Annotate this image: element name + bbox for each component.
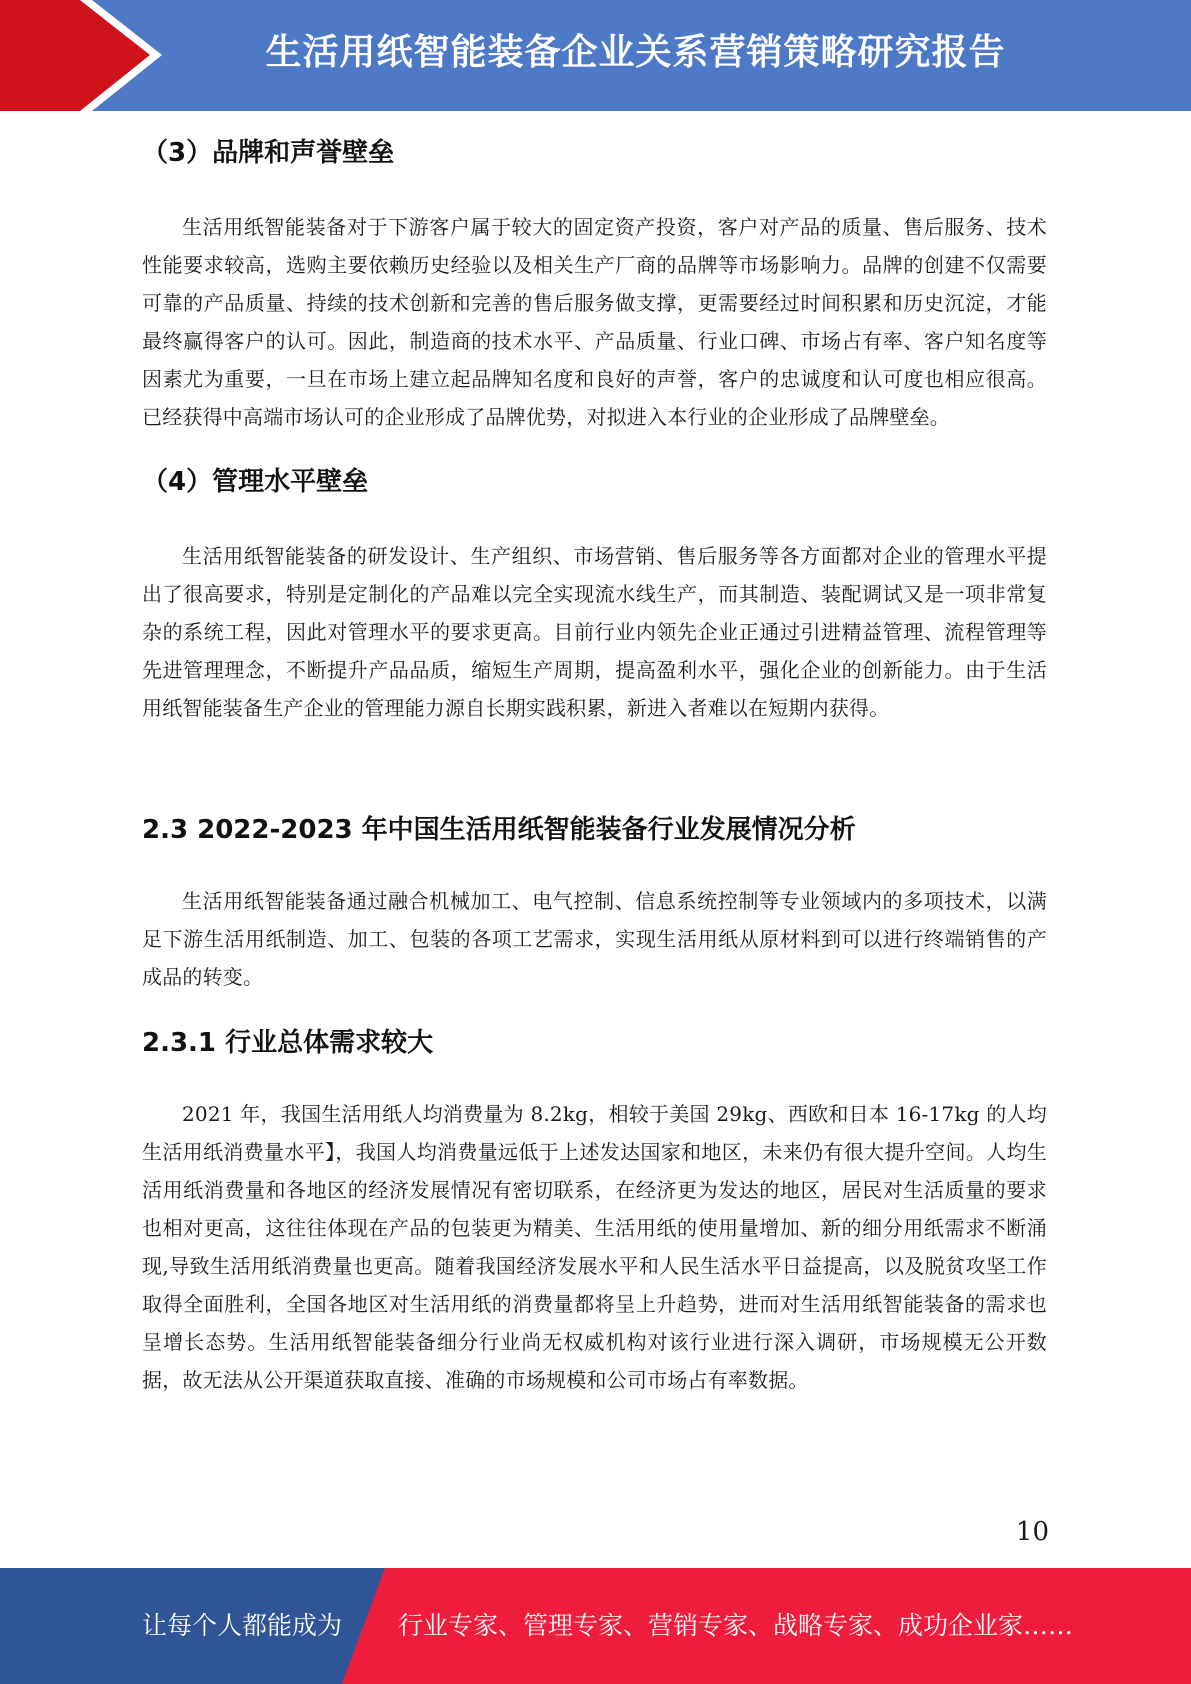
page-footer: [0, 1568, 1191, 1684]
report-title: 生活用纸智能装备企业关系营销策略研究报告: [265, 32, 1006, 73]
paragraph-industry-analysis: 生活用纸智能装备通过融合机械加工、电气控制、信息系统控制等专业领域内的多项技术，以满足下游生活用纸制造、加工、包装的各项工艺需求，实现生活用纸从原材料到可以进行终端销售的产成品的转变。: [142, 889, 1047, 989]
paragraph-management-barrier: 生活用纸智能装备的研发设计、生产组织、市场营销、售后服务等各方面都对企业的管理水平提出了很高要求，特别是定制化的产品难以完全实现流水线生产，而其制造、装配调试又是一项非常复杂的系统工程，因此对管理水平的要求更高。目前行业内领先企业正通过引进精益管理、流程管理等先进管理理念，不断提升产品品质，缩短生产周期，提高盈利水平，强化企业的创新能力。由于生活用纸智能装备生产企业的管理能力源自长期实践积累，新进入者难以在短期内获得。: [142, 544, 1047, 720]
header-arrow-decoration: [0, 0, 180, 111]
page-number: 10: [1015, 1517, 1049, 1547]
paragraph-brand-barrier: 生活用纸智能装备对于下游客户属于较大的固定资产投资，客户对产品的质量、售后服务、技术性能要求较高，选购主要依赖历史经验以及相关生产厂商的品牌等市场影响力。品牌的创建不仅需要可靠的产品质量、持续的技术创新和完善的售后服务做支撑，更需要经过时间积累和历史沉淀，才能最终赢得客户的认可。因此，制造商的技术水平、产品质量、行业口碑、市场占有率、客户知名度等因素尤为重要，一旦在市场上建立起品牌知名度和良好的声誉，客户的忠诚度和认可度也相应很高。已经获得中高端市场认可的企业形成了品牌优势，对拟进入本行业的企业形成了品牌壁垒。: [142, 215, 1047, 429]
section-heading-industry-analysis: 2.3 2022-2023 年中国生活用纸智能装备行业发展情况分析: [142, 815, 856, 845]
section-heading-overall-demand: 2.3.1 行业总体需求较大: [142, 1028, 434, 1058]
page-header: [0, 0, 1191, 111]
footer-slogan-right: 行业专家、管理专家、营销专家、战略专家、成功企业家……: [398, 1611, 1074, 1640]
main-content: [142, 128, 1047, 1399]
section-heading-management-barrier: （4）管理水平壁垒: [142, 467, 369, 497]
paragraph-overall-demand: 2021 年，我国生活用纸人均消费量为 8.2kg，相较于美国 29kg、西欧和日本 16-17kg 的人均生活用纸消费量水平】，我国人均消费量远低于上述发达国家和地区，未来仍有很大提升空间。人均生活用纸消费量和各地区的经济发展情况有密切联系，在经济更为发达的地区，居民对生活质量的要求也相对更高，这往往体现在产品的包装更为精美、生活用纸的使用量增加、新的细分用纸需求不断涌现,导致生活用纸消费量也更高。随着我国经济发展水平和人民生活水平日益提高，以及脱贫攻坚工作取得全面胜利，全国各地区对生活用纸的消费量都将呈上升趋势，进而对生活用纸智能装备的需求也呈增长态势。生活用纸智能装备细分行业尚无权威机构对该行业进行深入调研，市场规模无公开数据，故无法从公开渠道获取直接、准确的市场规模和公司市场占有率数据。: [142, 1102, 1047, 1392]
footer-slogan-left: 让每个人都能成为: [142, 1611, 343, 1640]
section-heading-brand-barrier: （3）品牌和声誉壁垒: [142, 138, 395, 168]
